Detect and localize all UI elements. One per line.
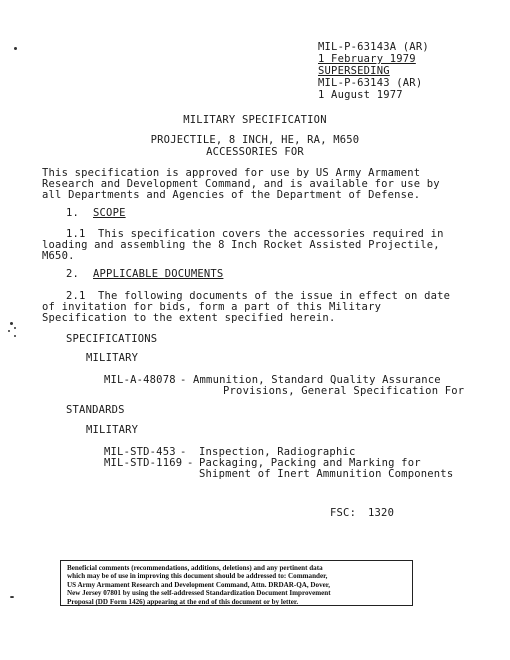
section2-number: 2. [66, 268, 80, 280]
fsc-label: FSC: [330, 507, 357, 519]
std-item-2-desc-line-2: Shipment of Inert Ammunition Components [199, 468, 454, 480]
spec-title-line2: ACCESSORIES FOR [206, 146, 304, 158]
superseded-number: MIL-P-63143 (AR) [318, 77, 423, 89]
spec-type-title: MILITARY SPECIFICATION [183, 114, 327, 126]
spec-item-desc-line-2: Provisions, General Specification For [223, 385, 465, 397]
intro-line-3: all Departments and Agencies of the Department of Defense. [42, 189, 421, 201]
std-item-2-id: MIL-STD-1169 [104, 457, 183, 469]
section1-number: 1. [66, 207, 80, 219]
section2-heading: APPLICABLE DOCUMENTS [93, 268, 224, 280]
intro-line-2: Research and Development Command, and is available for use by [42, 178, 440, 190]
superseding-label: SUPERSEDING [318, 65, 390, 77]
comments-notice-box [60, 560, 413, 606]
std-item-1-desc: Inspection, Radiographic [199, 446, 356, 458]
fsc-value: 1320 [368, 507, 395, 519]
specifications-military-label: MILITARY [86, 352, 139, 364]
superseded-date: 1 August 1977 [318, 89, 403, 101]
scan-speck [14, 327, 16, 329]
std-item-2-sep: - [187, 457, 194, 469]
scan-speck [10, 322, 13, 325]
section1-1-line-2: loading and assembling the 8 Inch Rocket Assisted Projectile, [42, 239, 440, 251]
doc-number: MIL-P-63143A (AR) [318, 41, 429, 53]
notice-line-1: Beneficial comments (recommendations, additions, deletions) and any pertinent data [67, 564, 323, 572]
intro-line-1: This specification is approved for use by US Army Armament [42, 167, 421, 179]
section1-heading: SCOPE [93, 207, 126, 219]
notice-line-3: US Army Armament Research and Development Command, Attn. DRDAR-QA, Dover, [67, 580, 331, 589]
scan-speck [10, 596, 14, 598]
scan-speck [8, 330, 10, 332]
spec-title-line1: PROJECTILE, 8 INCH, HE, RA, M650 [150, 134, 360, 146]
section1-1-line-1: This specification covers the accessories required in [98, 228, 444, 240]
section2-1-line-2: of invitation for bids, form a part of this Military [42, 301, 382, 313]
standards-military-label: MILITARY [86, 424, 139, 436]
section1-1-line-3: M650. [42, 250, 75, 262]
notice-line-5: Proposal (DD Form 1426) appearing at the end of this document or by letter. [67, 597, 299, 606]
standards-label: STANDARDS [66, 404, 125, 416]
spec-item-id: MIL-A-48078 [104, 374, 176, 386]
spec-item-desc-line-1: Ammunition, Standard Quality Assurance [193, 374, 441, 386]
std-item-2-desc-line-1: Packaging, Packing and Marking for [199, 457, 421, 469]
section1-1-number: 1.1 [66, 228, 86, 240]
section2-1-line-3: Specification to the extent specified herein. [42, 312, 336, 324]
std-item-1-id: MIL-STD-453 [104, 446, 176, 458]
doc-date: 1 February 1979 [318, 53, 416, 65]
spec-item-sep: - [180, 374, 187, 386]
notice-line-4: New Jersey 07801 by using the self-addressed Standardization Document Improvement [67, 589, 331, 598]
section2-1-number: 2.1 [66, 290, 86, 302]
section2-1-line-1: The following documents of the issue in effect on date [98, 290, 451, 302]
specifications-label: SPECIFICATIONS [66, 333, 158, 345]
scan-speck [14, 47, 17, 50]
std-item-1-sep: - [180, 446, 187, 458]
scan-speck [14, 335, 16, 337]
notice-line-2: which may be of use in improving this document should be addressed to: Commander, [67, 572, 328, 581]
